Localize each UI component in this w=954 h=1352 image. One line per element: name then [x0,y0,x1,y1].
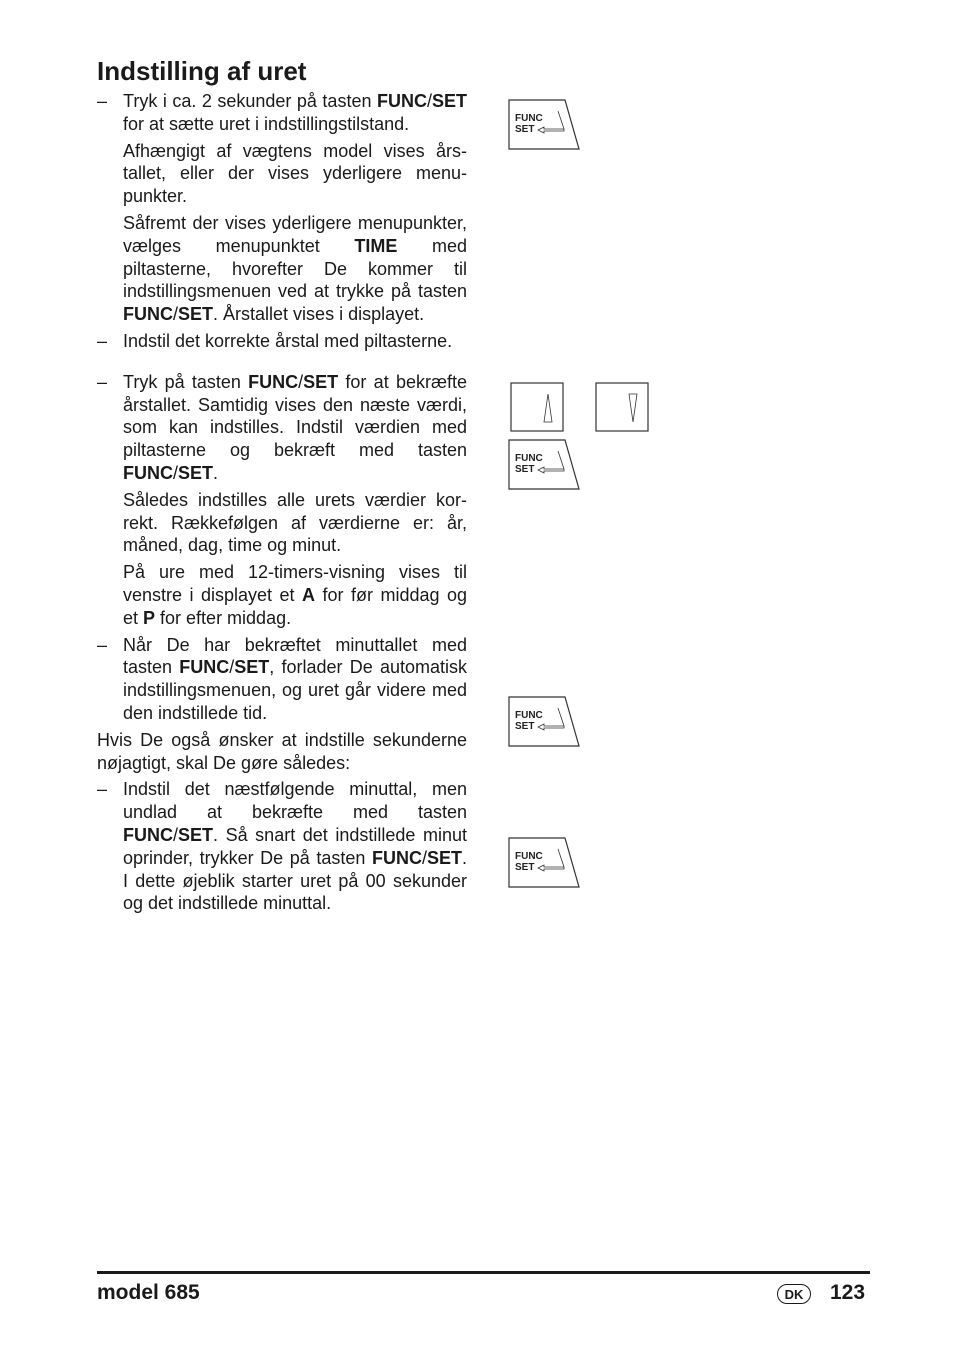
language-badge: DK [777,1284,811,1304]
func-set-key-icon [508,837,580,889]
func-set-key-icon [508,696,580,748]
svg-text:SET: SET [515,862,535,873]
svg-text:FUNC: FUNC [515,113,543,124]
svg-text:FUNC: FUNC [515,453,543,464]
svg-text:SET: SET [515,721,535,732]
dash-marker: – [97,371,108,392]
step-3-text: Tryk på tasten FUNC/SET for at bekræfte årstallet. Samtidig vises den næste værdi, som kan indstilles. Indstil værdien med piltasterne og bekræft med tasten FUNC/SET. [123,371,467,483]
func-set-key-icon [508,439,580,491]
page-number: 123 [830,1281,866,1304]
svg-text:SET: SET [515,124,535,135]
dash-marker: – [97,634,108,655]
dash-marker: – [97,779,108,800]
footer-model: model 685 [97,1281,200,1304]
step-3-12h-note: På ure med 12-timers-visning vises til venstre i displayet et A for før middag og et P for efter middag. [123,562,467,628]
arrow-down-key-icon [595,382,649,432]
step-1-model-note: Afhængigt af vægtens model vises årstallet, eller der vises yderligere menupunkter. [123,140,467,207]
step-4 [97,634,467,725]
svg-text:FUNC: FUNC [515,851,543,862]
dash-marker: – [97,91,108,111]
svg-text:FUNC: FUNC [515,710,543,721]
step-1-text: Tryk i ca. 2 sekunder på tasten FUNC/SET for at sætte uret i indstillingstilstand. [123,91,467,134]
step-2 [97,330,467,353]
step-4-text: Når De har bekræftet minuttallet med tasten FUNC/SET, forlader De automatisk indstillingsmenuen, og uret går videre med den indstillede tid. [123,634,467,723]
step-1 [97,90,467,326]
func-set-key-icon [508,99,580,151]
seconds-intro: Hvis De også ønsker at indstille sekunderne nøjagtigt, skal De gøre således: [97,729,467,773]
footer-divider [97,1271,870,1274]
step-2-text: Indstil det korrekte årstal med piltasterne. [123,330,453,351]
step-5 [97,778,467,915]
step-3-order-note: Således indstilles alle urets værdier korrekt. Rækkefølgen af værdierne er: år, måned, dag, time og minut. [123,489,467,556]
svg-text:SET: SET [515,464,535,475]
instruction-column [97,90,467,919]
page-title: Indstilling af uret [97,56,307,86]
step-3 [97,371,467,630]
step-5-text: Indstil det næstfølgende minuttal, men undlad at bekræfte med tasten FUNC/SET. Så snart det indstillede minut oprinder, trykker De på tasten FUNC/SET. I dette øjeblik starter uret på 00 sekunder og det indstillede minuttal. [123,779,467,914]
arrow-up-key-icon [510,382,564,432]
step-1-menu-note: Såfremt der vises yderligere menupunkter, vælges menupunktet TIME med piltasterne, hvorefter De kommer til indstillingsmenuen ved at trykke på tasten FUNC/SET. Årstallet vises i displayet. [123,212,467,325]
dash-marker: – [97,330,108,351]
